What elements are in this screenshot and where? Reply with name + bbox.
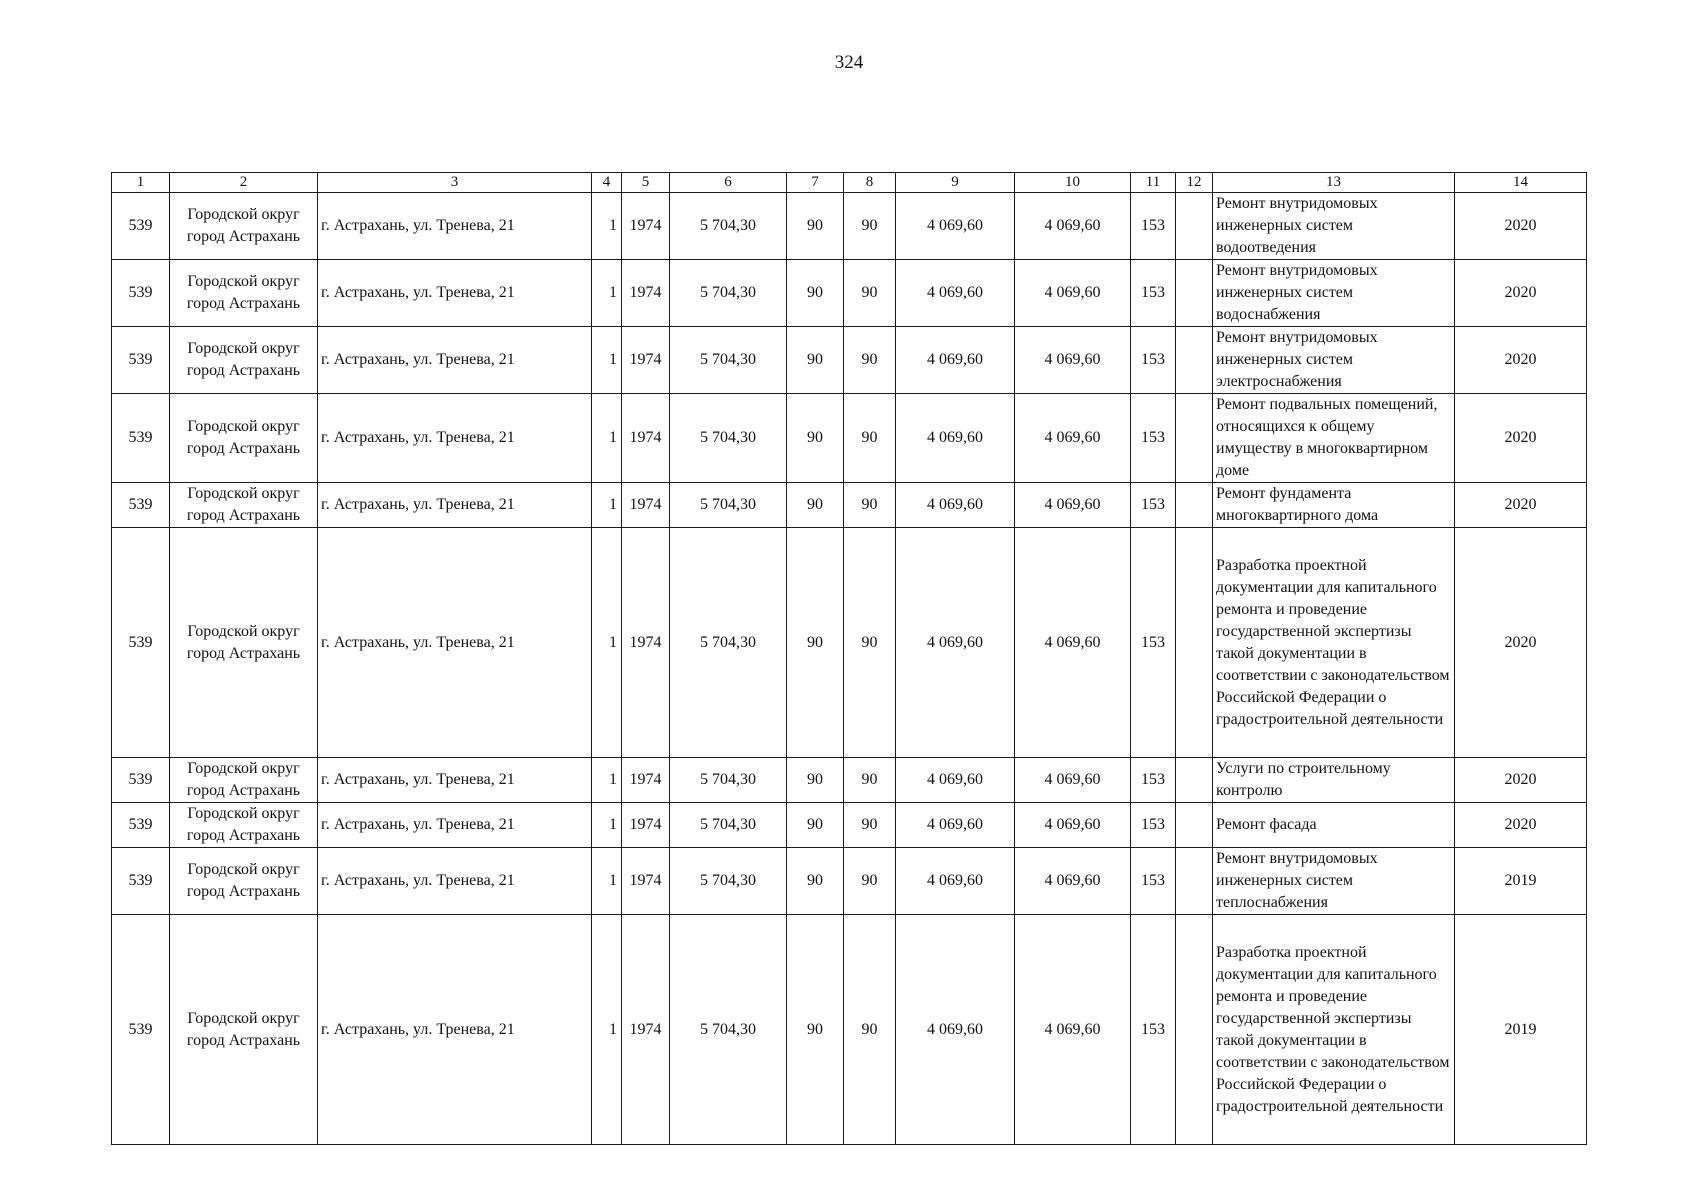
plan-year-cell: 2019 — [1455, 848, 1587, 915]
col4-cell: 1 — [592, 394, 622, 483]
total-area-cell: 5 704,30 — [670, 260, 787, 327]
build-year-cell: 1974 — [622, 260, 670, 327]
repair-program-table — [111, 172, 1587, 1145]
plan-year-cell: 2020 — [1455, 327, 1587, 394]
table-row — [112, 915, 1587, 1145]
work-type-cell: Ремонт фундамента многоквартирного дома — [1213, 483, 1455, 528]
residents-cell: 153 — [1131, 327, 1176, 394]
municipality-cell: Городской округ город Астрахань — [170, 848, 318, 915]
plan-year-cell: 2020 — [1455, 394, 1587, 483]
municipality-cell: Городской округ город Астрахань — [170, 327, 318, 394]
work-type-cell: Разработка проектной документации для капитального ремонта и проведение государственной экспертизы такой документации в соответствии с законодательством Российской Федерации о градостроительной деятельности — [1213, 528, 1455, 758]
col12-cell — [1176, 394, 1213, 483]
area2-cell: 4 069,60 — [1015, 758, 1131, 803]
residents-cell: 153 — [1131, 394, 1176, 483]
area2-cell: 4 069,60 — [1015, 915, 1131, 1145]
build-year-cell: 1974 — [622, 528, 670, 758]
col8-cell: 90 — [844, 193, 896, 260]
address-cell: г. Астрахань, ул. Тренева, 21 — [318, 327, 592, 394]
table-row — [112, 803, 1587, 848]
column-number-4: 4 — [592, 173, 622, 193]
address-cell: г. Астрахань, ул. Тренева, 21 — [318, 528, 592, 758]
build-year-cell: 1974 — [622, 193, 670, 260]
total-area-cell: 5 704,30 — [670, 327, 787, 394]
work-type-cell: Разработка проектной документации для капитального ремонта и проведение государственной экспертизы такой документации в соответствии с законодательством Российской Федерации о градостроительной деятельности — [1213, 915, 1455, 1145]
residents-cell: 153 — [1131, 915, 1176, 1145]
col7-cell: 90 — [787, 528, 844, 758]
build-year-cell: 1974 — [622, 394, 670, 483]
col4-cell: 1 — [592, 758, 622, 803]
plan-year-cell: 2020 — [1455, 528, 1587, 758]
col4-cell: 1 — [592, 483, 622, 528]
area-cell: 4 069,60 — [896, 848, 1015, 915]
col12-cell — [1176, 327, 1213, 394]
col4-cell: 1 — [592, 193, 622, 260]
area2-cell: 4 069,60 — [1015, 483, 1131, 528]
municipality-cell: Городской округ город Астрахань — [170, 394, 318, 483]
col8-cell: 90 — [844, 803, 896, 848]
col12-cell — [1176, 915, 1213, 1145]
table-row — [112, 758, 1587, 803]
table-body — [112, 173, 1587, 1145]
column-number-14: 14 — [1455, 173, 1587, 193]
total-area-cell: 5 704,30 — [670, 915, 787, 1145]
row-number-cell: 539 — [112, 915, 170, 1145]
col7-cell: 90 — [787, 394, 844, 483]
row-number-cell: 539 — [112, 803, 170, 848]
area-cell: 4 069,60 — [896, 803, 1015, 848]
column-number-7: 7 — [787, 173, 844, 193]
row-number-cell: 539 — [112, 528, 170, 758]
column-number-1: 1 — [112, 173, 170, 193]
residents-cell: 153 — [1131, 848, 1176, 915]
area2-cell: 4 069,60 — [1015, 803, 1131, 848]
table-row — [112, 848, 1587, 915]
col12-cell — [1176, 260, 1213, 327]
address-cell: г. Астрахань, ул. Тренева, 21 — [318, 483, 592, 528]
plan-year-cell: 2020 — [1455, 758, 1587, 803]
plan-year-cell: 2020 — [1455, 260, 1587, 327]
address-cell: г. Астрахань, ул. Тренева, 21 — [318, 758, 592, 803]
table-row — [112, 327, 1587, 394]
plan-year-cell: 2019 — [1455, 915, 1587, 1145]
column-number-2: 2 — [170, 173, 318, 193]
col4-cell: 1 — [592, 260, 622, 327]
build-year-cell: 1974 — [622, 848, 670, 915]
row-number-cell: 539 — [112, 394, 170, 483]
col7-cell: 90 — [787, 260, 844, 327]
col8-cell: 90 — [844, 758, 896, 803]
row-number-cell: 539 — [112, 483, 170, 528]
col7-cell: 90 — [787, 915, 844, 1145]
area2-cell: 4 069,60 — [1015, 528, 1131, 758]
total-area-cell: 5 704,30 — [670, 483, 787, 528]
municipality-cell: Городской округ город Астрахань — [170, 193, 318, 260]
build-year-cell: 1974 — [622, 915, 670, 1145]
col12-cell — [1176, 193, 1213, 260]
table-row — [112, 260, 1587, 327]
build-year-cell: 1974 — [622, 803, 670, 848]
residents-cell: 153 — [1131, 803, 1176, 848]
col8-cell: 90 — [844, 848, 896, 915]
build-year-cell: 1974 — [622, 327, 670, 394]
col4-cell: 1 — [592, 915, 622, 1145]
area-cell: 4 069,60 — [896, 915, 1015, 1145]
row-number-cell: 539 — [112, 327, 170, 394]
total-area-cell: 5 704,30 — [670, 528, 787, 758]
col7-cell: 90 — [787, 758, 844, 803]
table-row — [112, 528, 1587, 758]
col7-cell: 90 — [787, 483, 844, 528]
col12-cell — [1176, 483, 1213, 528]
municipality-cell: Городской округ город Астрахань — [170, 915, 318, 1145]
area-cell: 4 069,60 — [896, 260, 1015, 327]
work-type-cell: Ремонт фасада — [1213, 803, 1455, 848]
address-cell: г. Астрахань, ул. Тренева, 21 — [318, 803, 592, 848]
column-number-5: 5 — [622, 173, 670, 193]
work-type-cell: Услуги по строительному контролю — [1213, 758, 1455, 803]
column-number-13: 13 — [1213, 173, 1455, 193]
col8-cell: 90 — [844, 260, 896, 327]
residents-cell: 153 — [1131, 260, 1176, 327]
col4-cell: 1 — [592, 803, 622, 848]
build-year-cell: 1974 — [622, 758, 670, 803]
address-cell: г. Астрахань, ул. Тренева, 21 — [318, 915, 592, 1145]
col4-cell: 1 — [592, 528, 622, 758]
row-number-cell: 539 — [112, 193, 170, 260]
residents-cell: 153 — [1131, 483, 1176, 528]
col8-cell: 90 — [844, 327, 896, 394]
col12-cell — [1176, 803, 1213, 848]
address-cell: г. Астрахань, ул. Тренева, 21 — [318, 260, 592, 327]
plan-year-cell: 2020 — [1455, 803, 1587, 848]
col8-cell: 90 — [844, 483, 896, 528]
municipality-cell: Городской округ город Астрахань — [170, 758, 318, 803]
work-type-cell: Ремонт внутридомовых инженерных систем электроснабжения — [1213, 327, 1455, 394]
total-area-cell: 5 704,30 — [670, 394, 787, 483]
row-number-cell: 539 — [112, 848, 170, 915]
area-cell: 4 069,60 — [896, 758, 1015, 803]
area-cell: 4 069,60 — [896, 394, 1015, 483]
residents-cell: 153 — [1131, 528, 1176, 758]
col12-cell — [1176, 758, 1213, 803]
area2-cell: 4 069,60 — [1015, 394, 1131, 483]
col8-cell: 90 — [844, 915, 896, 1145]
area2-cell: 4 069,60 — [1015, 260, 1131, 327]
row-number-cell: 539 — [112, 260, 170, 327]
address-cell: г. Астрахань, ул. Тренева, 21 — [318, 848, 592, 915]
area2-cell: 4 069,60 — [1015, 327, 1131, 394]
col7-cell: 90 — [787, 848, 844, 915]
col7-cell: 90 — [787, 803, 844, 848]
work-type-cell: Ремонт внутридомовых инженерных систем водоснабжения — [1213, 260, 1455, 327]
residents-cell: 153 — [1131, 758, 1176, 803]
total-area-cell: 5 704,30 — [670, 848, 787, 915]
total-area-cell: 5 704,30 — [670, 803, 787, 848]
column-number-10: 10 — [1015, 173, 1131, 193]
work-type-cell: Ремонт внутридомовых инженерных систем теплоснабжения — [1213, 848, 1455, 915]
column-number-8: 8 — [844, 173, 896, 193]
total-area-cell: 5 704,30 — [670, 193, 787, 260]
col7-cell: 90 — [787, 193, 844, 260]
residents-cell: 153 — [1131, 193, 1176, 260]
column-number-12: 12 — [1176, 173, 1213, 193]
area-cell: 4 069,60 — [896, 193, 1015, 260]
work-type-cell: Ремонт подвальных помещений, относящихся к общему имуществу в многоквартирном доме — [1213, 394, 1455, 483]
municipality-cell: Городской округ город Астрахань — [170, 483, 318, 528]
col8-cell: 90 — [844, 394, 896, 483]
col8-cell: 90 — [844, 528, 896, 758]
col7-cell: 90 — [787, 327, 844, 394]
column-number-9: 9 — [896, 173, 1015, 193]
build-year-cell: 1974 — [622, 483, 670, 528]
col12-cell — [1176, 528, 1213, 758]
total-area-cell: 5 704,30 — [670, 758, 787, 803]
area-cell: 4 069,60 — [896, 483, 1015, 528]
table-row — [112, 193, 1587, 260]
municipality-cell: Городской округ город Астрахань — [170, 260, 318, 327]
column-number-3: 3 — [318, 173, 592, 193]
municipality-cell: Городской округ город Астрахань — [170, 528, 318, 758]
table-row — [112, 394, 1587, 483]
address-cell: г. Астрахань, ул. Тренева, 21 — [318, 193, 592, 260]
area2-cell: 4 069,60 — [1015, 193, 1131, 260]
area-cell: 4 069,60 — [896, 528, 1015, 758]
column-number-6: 6 — [670, 173, 787, 193]
area-cell: 4 069,60 — [896, 327, 1015, 394]
column-number-11: 11 — [1131, 173, 1176, 193]
column-number-row — [112, 173, 1587, 193]
municipality-cell: Городской округ город Астрахань — [170, 803, 318, 848]
table-row — [112, 483, 1587, 528]
work-type-cell: Ремонт внутридомовых инженерных систем водоотведения — [1213, 193, 1455, 260]
page-number: 324 — [834, 52, 864, 73]
col4-cell: 1 — [592, 848, 622, 915]
plan-year-cell: 2020 — [1455, 193, 1587, 260]
row-number-cell: 539 — [112, 758, 170, 803]
plan-year-cell: 2020 — [1455, 483, 1587, 528]
col12-cell — [1176, 848, 1213, 915]
address-cell: г. Астрахань, ул. Тренева, 21 — [318, 394, 592, 483]
area2-cell: 4 069,60 — [1015, 848, 1131, 915]
col4-cell: 1 — [592, 327, 622, 394]
